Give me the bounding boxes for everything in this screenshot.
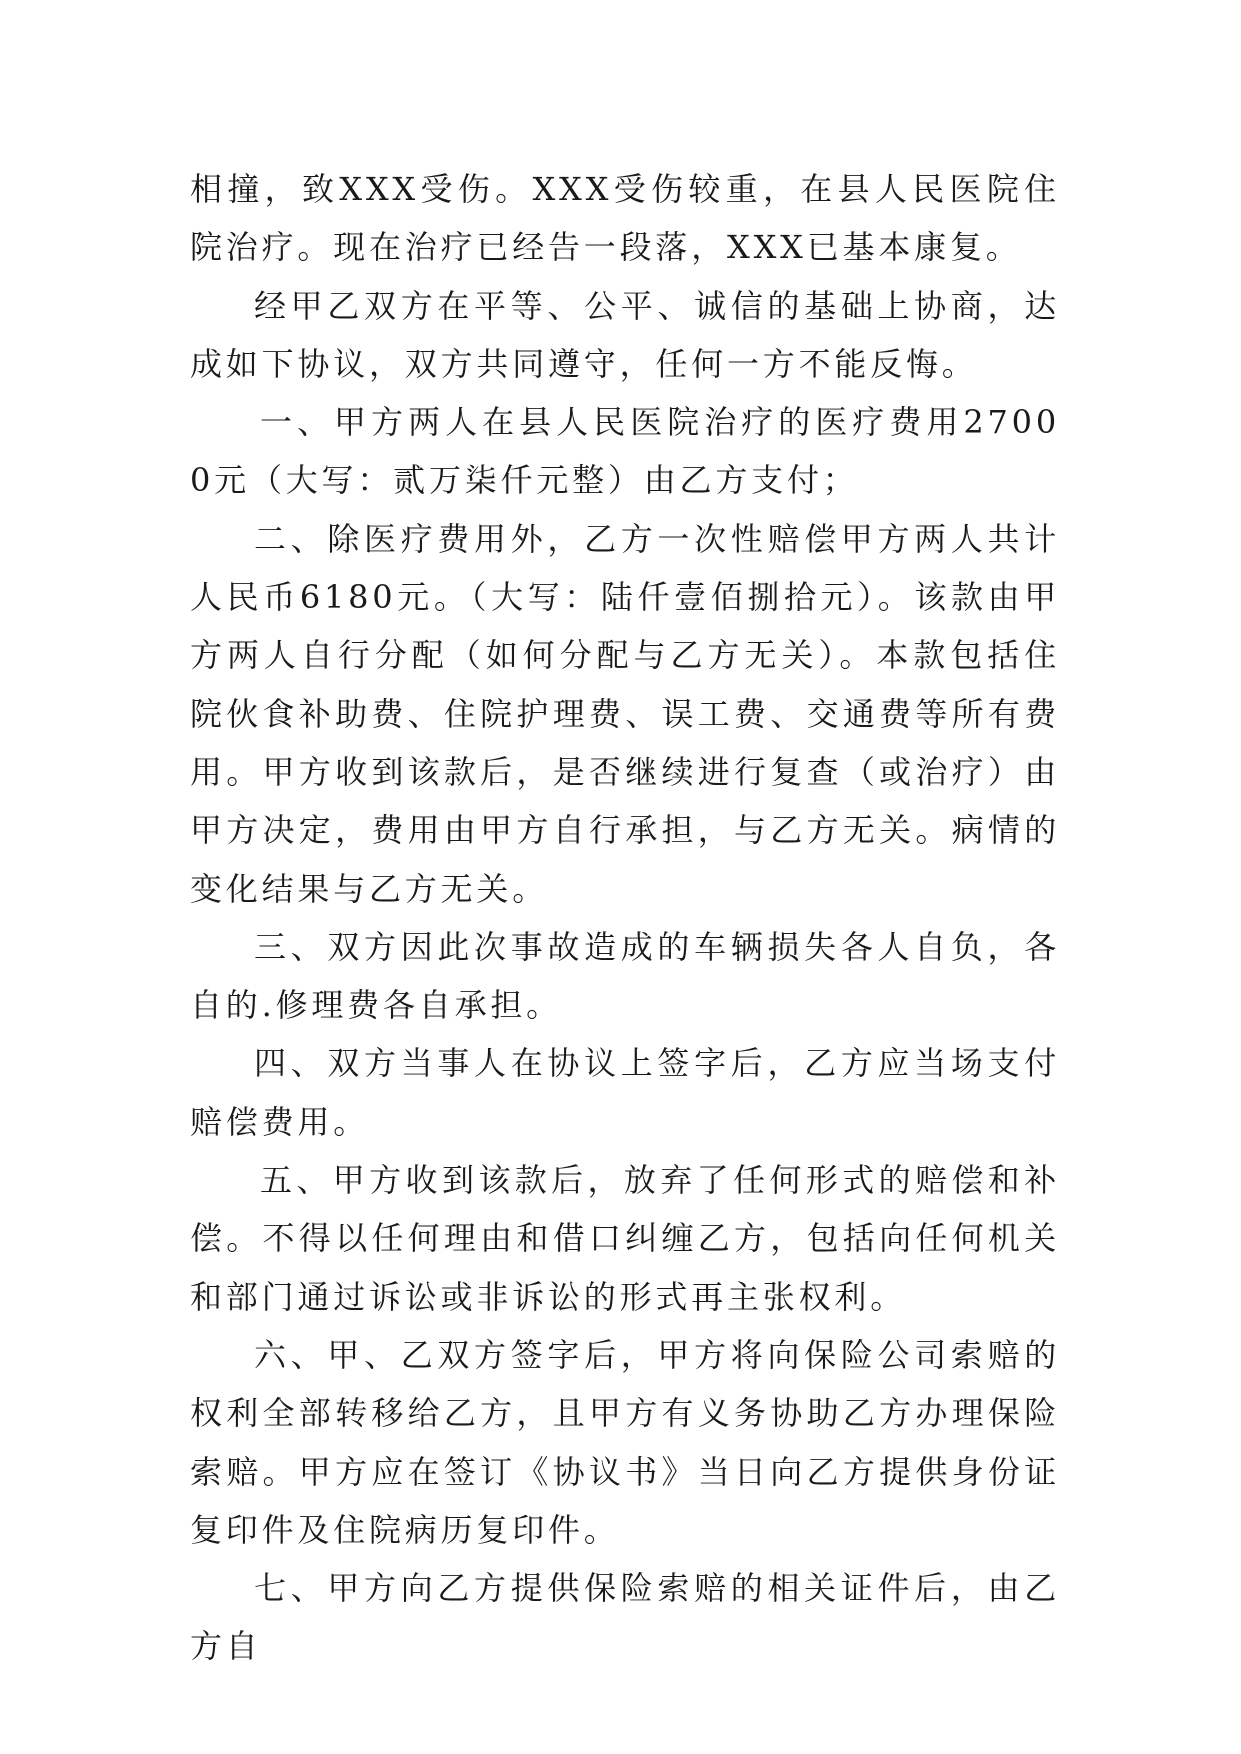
- paragraph-negotiation: 经甲乙双方在平等、公平、诚信的基础上协商，达成如下协议，双方共同遵守，任何一方不能反悔。: [190, 286, 1060, 383]
- clause-two: 二、除医疗费用外，乙方一次性赔偿甲方两人共计人民币6180元。（大写：陆仟壹佰捌拾元）。该款由甲方两人自行分配（如何分配与乙方无关）。本款包括住院伙食补助费、住院护理费、误工费、交通费等所有费用。甲方收到该款后，是否继续进行复查（或治疗）由甲方决定，费用由甲方自行承担，与乙方无关。病情的变化结果与乙方无关。: [190, 519, 1060, 908]
- clause-one: 一、甲方两人在县人民医院治疗的医疗费用27000元（大写：贰万柒仟元整）由乙方支付；: [190, 403, 1060, 500]
- paragraph-continuation: 相撞，致XXX受伤。XXX受伤较重，在县人民医院住院治疗。现在治疗已经告一段落，XXX已基本康复。: [190, 170, 1060, 267]
- clause-three: 三、双方因此次事故造成的车辆损失各人自负，各自的.修理费各自承担。: [190, 927, 1060, 1025]
- clause-six: 六、甲、乙双方签字后，甲方将向保险公司索赔的权利全部转移给乙方，且甲方有义务协助乙方办理保险索赔。甲方应在签订《协议书》当日向乙方提供身份证复印件及住院病历复印件。: [190, 1335, 1060, 1549]
- document-body: [190, 160, 1060, 1676]
- clause-five: 五、甲方收到该款后，放弃了任何形式的赔偿和补偿。不得以任何理由和借口纠缠乙方，包括向任何机关和部门通过诉讼或非诉讼的形式再主张权利。: [190, 1161, 1060, 1316]
- clause-four: 四、双方当事人在协议上签字后，乙方应当场支付赔偿费用。: [190, 1044, 1060, 1141]
- clause-seven: 七、甲方向乙方提供保险索赔的相关证件后，由乙方自: [190, 1569, 1060, 1666]
